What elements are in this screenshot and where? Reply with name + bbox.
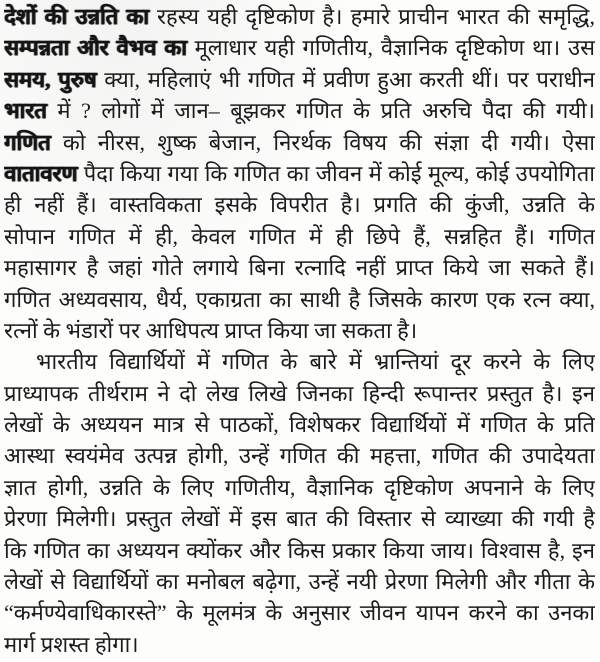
text-line bbox=[4, 315, 595, 346]
line-text: ही नहीं हैं। वास्तविकता इसके विपरीत है। प्रगति की कुंजी, उन्नति के bbox=[4, 192, 595, 218]
line-text: आस्था स्वयंमेव उत्पन्न होगी, उन्हें गणित की महत्ता, गणित की उपादेयता bbox=[4, 443, 595, 469]
line-text: रहस्य यही दृष्टिकोण है। हमारे प्राचीन भारत की समृद्धि, bbox=[157, 4, 595, 29]
text-line bbox=[4, 127, 595, 158]
text-line bbox=[4, 252, 595, 283]
line-text: ज्ञात होगी, उन्नति के लिए गणितीय, वैज्ञानिक दृष्टिकोण अपनाने के लिए bbox=[4, 474, 595, 500]
text-line bbox=[4, 535, 595, 566]
text-line bbox=[4, 597, 595, 628]
text-line bbox=[4, 32, 595, 63]
text-line bbox=[4, 409, 595, 440]
smudged-ink-text: समय, पुरुष bbox=[4, 66, 105, 92]
line-text: रत्नों के भंडारों पर आधिपत्य प्राप्त किया जा सकता है। bbox=[4, 317, 418, 343]
text-line bbox=[4, 378, 595, 409]
line-text: लेखों के अध्ययन मात्र से पाठकों, विशेषकर विद्यार्थियों में गणित के प्रति bbox=[4, 412, 595, 438]
text-line bbox=[4, 221, 595, 252]
line-text: भारतीय विद्यार्थियों में गणित के बारे में भ्रान्तियां दूर करने के लिए bbox=[36, 349, 595, 375]
line-text: को नीरस, शुष्क बेजान, निरर्थक विषय की संज्ञा दी गयी। ऐसा bbox=[62, 129, 595, 155]
text-line bbox=[4, 95, 595, 126]
text-line bbox=[4, 158, 595, 189]
smudged-ink-text: गणित bbox=[4, 129, 63, 155]
line-text: कि गणित का अध्ययन क्योंकर और किस प्रकार किया जाय। विश्वास है, इन bbox=[4, 537, 595, 563]
line-text: में ? लोगों में जान– बूझकर गणित के प्रति अरुचि पैदा की गयी। bbox=[57, 98, 595, 124]
text-line bbox=[4, 64, 595, 95]
text-line bbox=[4, 346, 595, 377]
line-text: पैदा किया गया कि गणित का जीवन में कोई मूल्य, कोई उपयोगिता bbox=[83, 160, 595, 186]
line-text: मूलाधार यही गणितीय, वैज्ञानिक दृष्टिकोण था। उस bbox=[194, 35, 595, 61]
line-text: लेखों से विद्यार्थियों का मनोबल बढ़ेगा, उन्हें नयी प्रेरणा मिलेगी और गीता के bbox=[4, 569, 595, 595]
smudged-ink-text: वातावरण bbox=[4, 160, 84, 186]
text-line bbox=[4, 629, 595, 660]
smudged-ink-text: सम्पन्नता और वैभव का bbox=[4, 35, 195, 61]
text-line bbox=[4, 1, 595, 32]
text-line bbox=[4, 189, 595, 220]
line-text: “कर्मण्येवाधिकारस्ते” के मूलमंत्र के अनुसार जीवन यापन करने का उनका bbox=[4, 600, 595, 626]
line-text: सोपान गणित में ही, केवल गणित में ही छिपे हैं, सन्नहित हैं। गणित bbox=[4, 223, 595, 249]
smudged-ink-text: देशों की उन्नति का bbox=[4, 4, 158, 29]
text-line bbox=[4, 440, 595, 471]
text-line bbox=[4, 566, 595, 597]
line-text: मार्ग प्रशस्त होगा। bbox=[4, 631, 139, 657]
line-text: प्रेरणा मिलेगी। प्रस्तुत लेखों में इस बात की विस्तार से व्याख्या की गयी है bbox=[4, 506, 595, 532]
line-text: क्या, महिलाएं भी गणित में प्रवीण हुआ करती थीं। पर पराधीन bbox=[104, 66, 595, 92]
line-text: गणित अध्यवसाय, धैर्य, एकाग्रता का साथी है जिसके कारण एक रत्न क्या, bbox=[4, 286, 595, 312]
body-text bbox=[4, 1, 595, 660]
line-text: महासागर है जहां गोते लगाये बिना रत्नादि नहीं प्राप्त किये जा सकते हैं। bbox=[4, 255, 595, 281]
text-line bbox=[4, 284, 595, 315]
text-line bbox=[4, 472, 595, 503]
line-text: प्राध्यापक तीर्थराम ने दो लेख लिखे जिनका हिन्दी रूपान्तर प्रस्तुत है। इन bbox=[4, 380, 595, 406]
text-line bbox=[4, 503, 595, 534]
smudged-ink-text: भारत bbox=[4, 98, 58, 124]
